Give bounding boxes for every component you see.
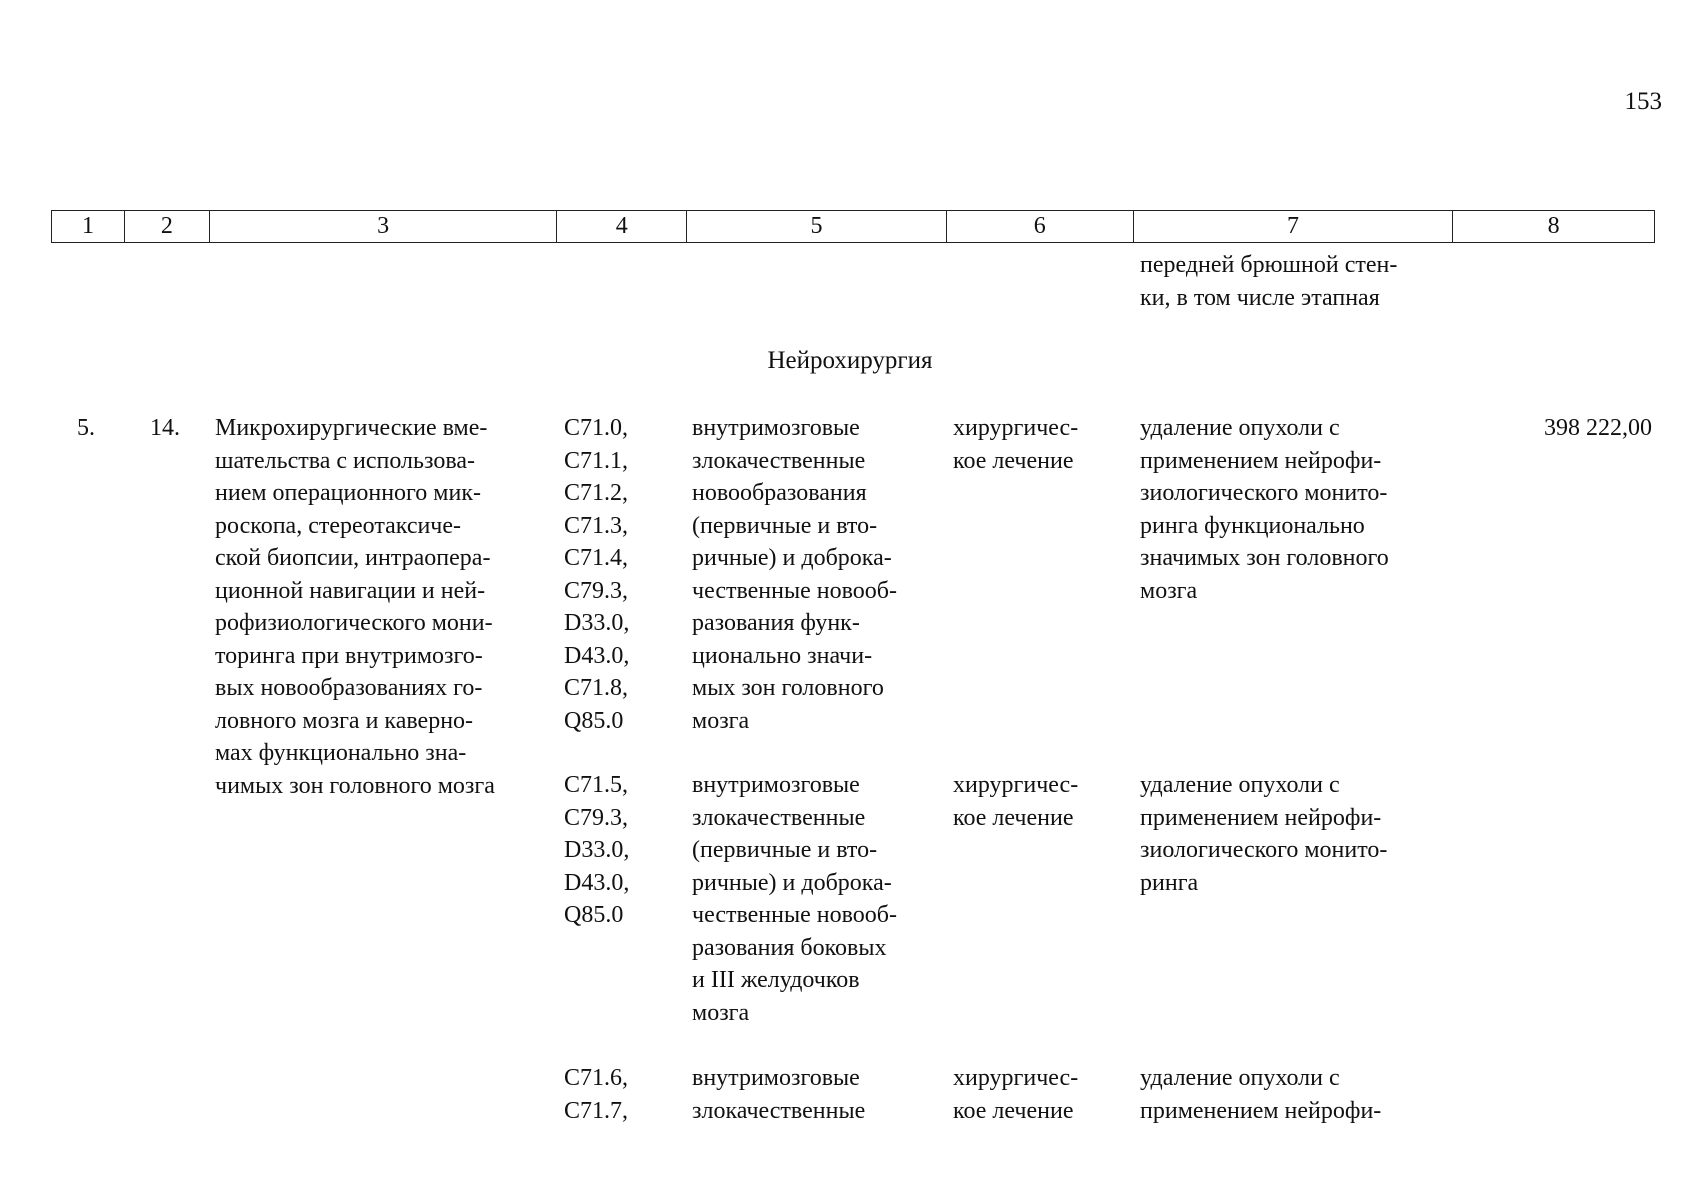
header-cell-2: 2 <box>125 211 210 242</box>
text-line: кое лечение <box>953 447 1074 474</box>
diagnosis-entry-3 <box>692 1062 942 1127</box>
text-line: внутримозговые <box>692 772 860 798</box>
icd-code: C79.3, <box>564 577 629 604</box>
icd-code: C79.3, <box>564 804 629 831</box>
icd-code: D43.0, <box>564 869 630 896</box>
text-line: и III желудочков <box>692 967 860 993</box>
text-line: зиологического монито- <box>1140 480 1388 506</box>
text-line: чественные новооб- <box>692 577 897 604</box>
text-line: зиологического монито- <box>1140 837 1388 863</box>
text-line: торинга при внутримозго- <box>215 642 483 669</box>
text-line: удаление опухоли с <box>1140 415 1340 441</box>
header-cell-6: 6 <box>947 211 1134 242</box>
text-line: разования боковых <box>692 934 887 961</box>
treatment-method-entry-2 <box>1140 769 1448 899</box>
diagnosis-entry-1 <box>692 412 942 737</box>
text-line: ричные) и доброка- <box>692 545 892 571</box>
treatment-method-entry-1 <box>1140 412 1448 607</box>
text-line: роскопа, стереотаксиче- <box>215 512 462 539</box>
text-line: чимых зон головного мозга <box>215 772 495 799</box>
text-line: мах функционально зна- <box>215 740 467 766</box>
text-line: мозга <box>692 999 750 1026</box>
header-cell-7: 7 <box>1134 211 1454 242</box>
text-line: ционально значи- <box>692 642 873 669</box>
text-line: кое лечение <box>953 804 1074 831</box>
row-number: 5. <box>77 415 95 441</box>
icd-codes-entry-2 <box>564 769 684 932</box>
icd-code: D43.0, <box>564 642 630 669</box>
header-cell-3: 3 <box>210 211 558 242</box>
price-value: 398 222,00 <box>1544 415 1652 441</box>
text-line: ловного мозга и каверно- <box>215 707 474 734</box>
header-cell-1: 1 <box>52 211 125 242</box>
text-line: удаление опухоли с <box>1140 772 1340 798</box>
text-line: злокачественные <box>692 804 866 831</box>
text-line: мых зон головного <box>692 675 884 701</box>
text-line: чественные новооб- <box>692 902 897 928</box>
continuation-col7 <box>1140 249 1448 314</box>
text-line: (первичные и вто- <box>692 837 878 863</box>
text-line: хирургичес- <box>953 1065 1079 1091</box>
row-group-number: 14. <box>150 415 180 441</box>
text-line: рофизиологического мони- <box>215 610 493 636</box>
text-line: внутримозговые <box>692 415 860 441</box>
icd-codes-entry-1 <box>564 412 684 737</box>
icd-code: C71.0, <box>564 415 629 441</box>
text-line: применением нейрофи- <box>1140 447 1382 474</box>
treatment-type-entry-3 <box>953 1062 1133 1127</box>
header-cell-4: 4 <box>557 211 687 242</box>
section-heading: Нейрохирургия <box>767 347 933 374</box>
icd-code: C71.7, <box>564 1097 629 1124</box>
icd-code: C71.4, <box>564 545 629 571</box>
text-line: удаление опухоли с <box>1140 1065 1340 1091</box>
text-line: разования функ- <box>692 610 860 636</box>
column-header-table <box>51 210 1655 243</box>
text-line: применением нейрофи- <box>1140 1097 1382 1124</box>
treatment-type-entry-2 <box>953 769 1133 834</box>
text-line: хирургичес- <box>953 772 1079 798</box>
text-line: (первичные и вто- <box>692 512 878 539</box>
text-line: шательства с использова- <box>215 447 475 474</box>
treatment-method-entry-3 <box>1140 1062 1448 1127</box>
text-line: ционной навигации и ней- <box>215 577 486 604</box>
text-line: ринга функционально <box>1140 512 1365 539</box>
text-line: хирургичес- <box>953 415 1079 441</box>
icd-code: C71.1, <box>564 447 629 474</box>
text-line: Микрохирургические вме- <box>215 415 488 441</box>
icd-code: D33.0, <box>564 837 630 863</box>
text-line: злокачественные <box>692 1097 866 1124</box>
text-line: мозга <box>692 707 750 734</box>
text-line: мозга <box>1140 577 1198 604</box>
text-line: ринга <box>1140 869 1199 896</box>
icd-code: D33.0, <box>564 610 630 636</box>
text-line: нием операционного мик- <box>215 480 481 506</box>
diagnosis-entry-2 <box>692 769 942 1029</box>
treatment-type-entry-1 <box>953 412 1133 477</box>
text-line: кое лечение <box>953 1097 1074 1124</box>
text-line: новообразования <box>692 480 867 506</box>
care-type-name <box>215 412 555 802</box>
text-line: вых новообразованиях го- <box>215 675 483 701</box>
icd-code: C71.6, <box>564 1065 629 1091</box>
text-line: ричные) и доброка- <box>692 869 892 896</box>
text-line: ки, в том числе этапная <box>1140 284 1380 311</box>
icd-code: C71.2, <box>564 480 629 506</box>
icd-code: C71.3, <box>564 512 629 539</box>
text-line: ской биопсии, интраопера- <box>215 545 491 571</box>
icd-codes-entry-3 <box>564 1062 684 1127</box>
icd-code: Q85.0 <box>564 902 624 928</box>
icd-code: C71.5, <box>564 772 629 798</box>
text-line: внутримозговые <box>692 1065 860 1091</box>
text-line: передней брюшной стен- <box>1140 252 1398 278</box>
icd-code: C71.8, <box>564 675 629 701</box>
text-line: злокачественные <box>692 447 866 474</box>
text-line: применением нейрофи- <box>1140 804 1382 831</box>
page-number: 153 <box>1624 88 1662 115</box>
header-cell-8: 8 <box>1547 213 1560 239</box>
text-line: значимых зон головного <box>1140 545 1389 571</box>
header-cell-5: 5 <box>687 211 947 242</box>
icd-code: Q85.0 <box>564 707 624 734</box>
